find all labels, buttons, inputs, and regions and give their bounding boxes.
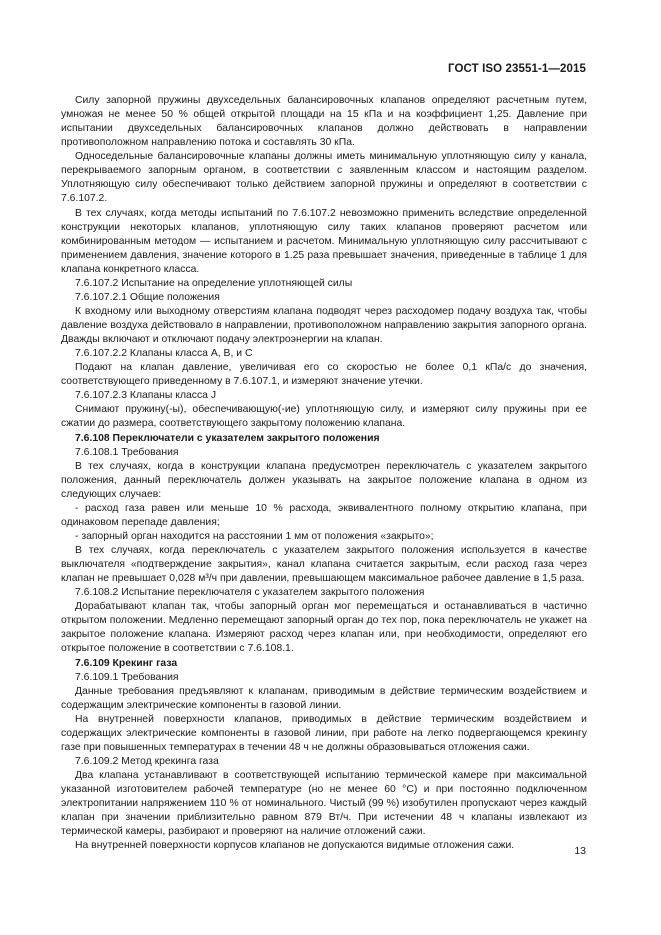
subsection-heading: 7.6.107.2 Испытание на определение уплотняющей силы [75,277,353,289]
paragraph: Снимают пружину(-ы), обеспечивающую(-ие) уплотняющую силу, и измеряют силу пружины при ее сжатии до размера, соответствующего закрытому положению клапана. [61,404,587,430]
paragraph: Силу запорной пружины двухседельных балансировочных клапанов определяют расчетным путем, умножая не менее 50 % общей открытой площади на 15 кПа и на коэффициент 1,25. Давление при испытании двухседельных балансировочных клапанов должно действовать в направлении противоположном направлению потока и составлять 30 кПа. [61,95,587,149]
paragraph: Подают на клапан давление, увеличивая его со скоростью не более 0,1 кПа/с до значения, соответствующего приведенному в 7.6.107.1, и измеряют значение утечки. [61,362,587,388]
subsection-heading: 7.6.107.2.3 Клапаны класса J [75,390,217,402]
list-item: - запорный орган находится на расстоянии 1 мм от положения «закрыто»; [75,530,434,542]
list-item: - расход газа равен или меньше 10 % расхода, эквивалентного полному открытию клапана, при одинаковом перепаде давления; [61,502,587,528]
paragraph: Два клапана устанавливают в соответствующей испытанию термической камере при максимальной указанной изготовителем рабочей температуре (но не менее 60 °С) и при постоянно подключенном электропитании напряжением 110 % от номинального. Чистый (99 %) изобутилен пропускают через каждый клапан при значении приблизительно равном 879 Вт/ч. При истечении 48 ч клапаны извлекают из термической камеры, разбирают и проверяют на наличие отложений сажи. [61,770,587,838]
document-body [61,94,587,853]
paragraph: В тех случаях, когда переключатель с указателем закрытого положения используется в качестве выключателя «подтверждение закрытия», канал клапана считается закрытым, если расход газа через клапан не превышает 0,028 м³/ч при давлении, превышающем максимальное рабочее давление в 1,5 раза. [61,545,587,585]
paragraph: В тех случаях, когда в конструкции клапана предусмотрен переключатель с указателем закрытого положения, данный переключатель должен указывать на закрытое положение клапана в одном из следующих случаев: [61,460,587,500]
subsection-heading: 7.6.107.2.1 Общие положения [75,291,220,303]
subsection-heading: 7.6.108.1 Требования [75,446,179,458]
subsection-heading: 7.6.108.2 Испытание переключателя с указателем закрытого положения [75,587,425,599]
section-heading: 7.6.108 Переключатели с указателем закрытого положения [75,432,380,444]
paragraph: В тех случаях, когда методы испытаний по 7.6.107.2 невозможно применить вследствие определенной конструкции некоторых клапанов, уплотняющую силу таких клапанов проверяют расчетом или комбинированным методом — испытанием и расчетом. Минимальную уплотняющую силу рассчитывают с применением давления, значение которого в 1.25 раза превышает значения, приведенные в таблице 1 для клапана конкретного класса. [61,207,587,275]
paragraph: Дорабатывают клапан так, чтобы запорный орган мог перемещаться и останавливаться в частично открытом положении. Медленно перемещают запорный орган до тех пор, пока переключатель не укажет на закрытое положение клапана. Измеряют расход через клапан или, при необходимости, определяют его открытое положение в соответствии с 7.6.108.1. [61,601,587,655]
paragraph: На внутренней поверхности клапанов, приводимых в действие термическим воздействием и содержащих электрические компоненты в газовой линии, при работе на легко подвергающемся крекингу газе при повышенных температурах в течении 48 ч не должны образовываться отложения сажи. [61,713,587,753]
section-heading: 7.6.109 Крекинг газа [75,657,178,669]
paragraph: Данные требования предъявляют к клапанам, приводимым в действие термическим воздействием и содержащим электрические компоненты в газовой линии. [61,685,587,711]
paragraph: На внутренней поверхности корпусов клапанов не допускаются видимые отложения сажи. [75,840,515,852]
standard-code-header: ГОСТ ISO 23551-1—2015 [448,63,586,75]
page-number: 13 [574,845,586,857]
subsection-heading: 7.6.107.2.2 Клапаны класса А, В, и С [75,348,253,360]
subsection-heading: 7.6.109.1 Требования [75,671,179,683]
paragraph: Односедельные балансировочные клапаны должны иметь минимальную уплотняющую силу у канала, перекрываемого запорным органом, в соответствии с заявленным классом и настоящим разделом. Уплотняющую силу обеспечивают только действием запорной пружины и определяют в соответствии с 7.6.107.2. [61,151,587,205]
subsection-heading: 7.6.109.2 Метод крекинга газа [75,755,219,767]
paragraph: К входному или выходному отверстиям клапана подводят через расходомер подачу воздуха так, чтобы давление воздуха действовало в направлении, противоположном направлению закрытия запорного органа. Дважды включают и отключают подачу электроэнергии на клапан. [61,305,587,346]
